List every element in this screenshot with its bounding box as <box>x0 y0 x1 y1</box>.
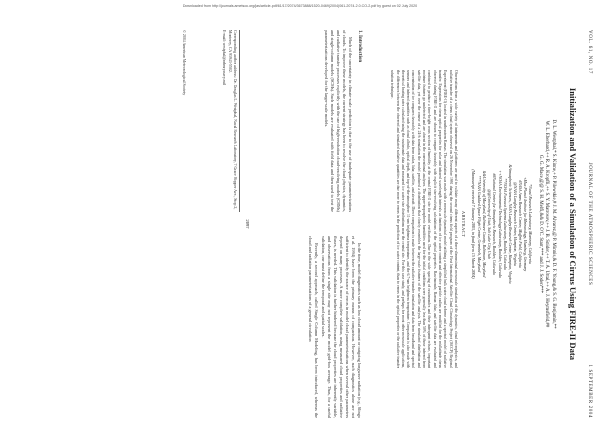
corresponding-address: Corresponding author address: Dr. Douglas L. Westphal, Naval Research Laboratory, 7 Grace Hopper Ave., Stop 2, Monterey, CA 93943-5502. <box>227 30 237 210</box>
affiliation: #NASA Ames Research Center, Moffett Field, California <box>517 180 522 268</box>
abstract-text: Observations from a wide variety of instruments and platforms are used to validate many different aspects of a three-dimensional mesoscale simulation of the dynamics, cloud microphysics, and radiative transfer of a cirrus cloud system observed on 26 November 1991 during the second cirrus field program of the First International Satellite Cloud Climatology Project (ISCCP) Regional Experiment (FIRE-II) located in southeastern Kansas. The simulation was made with a mesoscale dynamical model utilizing a simplified bulk water cloud scheme and a spectral model of radiative transfer. Expressions for cirrus optical properties for solar and infrared wavelength intervals as functions of ice water content and effective particle radius are modified for the midlatitude cirrus observed during FIRE-II and are shown to compare favorably with explicit size-resolving calculations of the optical properties. Rawinsonde, Raman lidar, and satellite data are evaluated and combined to produce a time-height cross section of humidity at the central FIRE-II site for model verification. Due to the wide spacing of rawinsondes and their infrequent release, important moisture features go undetected and are absent in the conventional analyses. The upper-tropospheric humidities used for the initial conditions were generally less than 50% of those inferred from satellite data, yet over the course of a 24-h simulation the model produced a distribution that closely resembles the large-scale features of the satellite analysis. The simulated distribution and concentration of ice compares favorably with data from radar, lidar, satellite, and aircraft. Direct comparison is made between the radiative transfer simulation and data from broadband and spectral sensors and inferred quantities such as cloud albedo, optical depth, and top-of-the-atmosphere 11-um brightness temperature, and the 6.7-um brightness temperature. Comparison is also made with theoretical heating rates calculated using the rawinsonde data and measured ice water size distributions near the central site. For this case study, and perhaps for most other mesoscale applications, the differences between the observed and simulated radiative quantities are due more to errors in the prediction of ice water content, than to errors in the optical properties or the radiative transfer solution technique. <box>390 70 458 368</box>
corresponding-email: E-mail: westphal@nrlmry.navy.mil <box>222 30 227 85</box>
page-number: 2097 <box>245 219 250 229</box>
affiliation: &&University of Maryland, Baltimore County, Baltimore, Maryland <box>482 170 487 278</box>
article-title: Initialization and Validation of a Simulation of Cirrus Using FIRE-II Data <box>568 87 578 361</box>
manuscript-dates: (Manuscript received 7 January 2003, in final form 15 March 2004) <box>471 169 476 279</box>
author-line: G. G. Mace,@@ S. H. Melfi,&& D. O'C. Starr,*** and J. J. Soden*** <box>537 154 543 294</box>
affiliation-list <box>476 40 532 408</box>
body-paragraph: Much of the uncertainty in climate-scale prediction is due to the use of inadequate parameterizations of clouds. To improve these models, the current strategy has been to resolve the cloud physics, dynamics, and radiative transfer processes explicitly with the use of high-resolution cloud-resolving models (CRMs) and single-column models (SCMs). Such models are evaluated with field data and then used to test the parameterizations developed for the larger-scale models. <box>324 30 354 212</box>
corresponding-author-note <box>221 30 240 212</box>
affiliation: @@University of Utah, Salt Lake City, Utah <box>487 189 492 259</box>
copyright-notice: © 2004 American Meteorological Society <box>182 30 186 96</box>
body-paragraph: Recently, a second approach, called Single Column Modeling, has been introduced, whereas the cloud and radiation parameterizations of a general circulation <box>307 236 319 418</box>
affiliation: ***NASA Goddard Space Flight Center, Greenbelt, Maryland <box>477 175 482 273</box>
author-line: W. L. Eberhard,++ R. A. Kropfli,++ S. Y. Matrosov,++ J. B. Snider,++ T. A. Uttal,++ A. J. Heymsfield,## <box>544 120 550 328</box>
affiliation: *Naval Research Laboratory, Monterey, California <box>528 184 532 264</box>
body-paragraph: In the time, model diagnostics such as low cloud amount or outgoing longwave radiation (e.g., Slingo et al. 1994) have been the primary means of comparison. However, such diagnostics alone are not sufficient to identify the source of errors in model cloud parameterizations when several other parameters depend on many processes. A more complete validation, using measured cloud properties and radiative fluxes, is needed. This validation is further hindered because the cloud properties are inherently variable, and observations from a single site may not represent the model grid-box average. Thus, for a useful validation, one must define the temporal and spatial scales. <box>321 236 362 418</box>
issue-date: 1 SEPTEMBER 2004 <box>587 364 592 418</box>
right-column <box>305 236 362 418</box>
left-column <box>322 30 363 212</box>
volume-number: VOL. 61, NO. 17 <box>587 30 592 74</box>
affiliation: +Max Planck Institute for Meteorology, Hamburg, Germany <box>522 176 527 272</box>
affiliation: ##National Center for Atmospheric Research, Boulder, Colorado <box>492 173 497 275</box>
journal-name: JOURNAL OF THE ATMOSPHERIC SCIENCES <box>587 162 592 286</box>
abstract-heading: ABSTRACT <box>461 210 466 238</box>
affiliation: **NOAA Forecast Systems Laboratory, Boulder, Colorado <box>502 178 507 270</box>
affiliation: ++NOAA Environmental Technology Laboratory, Boulder, Colorado <box>497 170 502 278</box>
author-line: D. L. Westphal,* S. Kinne,+ P. Pilewskie,# J. M. Alvarez,@ P. Minnis,& D. F. Young,& S. G. Benjamin,** <box>551 119 556 329</box>
affiliation: @NASA Langley Research Center, Hampton, Virginia <box>512 182 517 266</box>
section-heading: 1. Introduction <box>357 30 362 63</box>
download-banner: Downloaded from http://journals.ametsoc.org/jas/article-pdf/61/17/2074/3673888/1520-0469(2004)061-2074-2.0.CO-2.pdf by guest on 02 July 2020 <box>182 4 418 8</box>
author-list <box>536 40 556 408</box>
affiliation: &Atmospheric Sciences, NASA Langley Research Center, Hampton, Virginia <box>507 164 512 284</box>
